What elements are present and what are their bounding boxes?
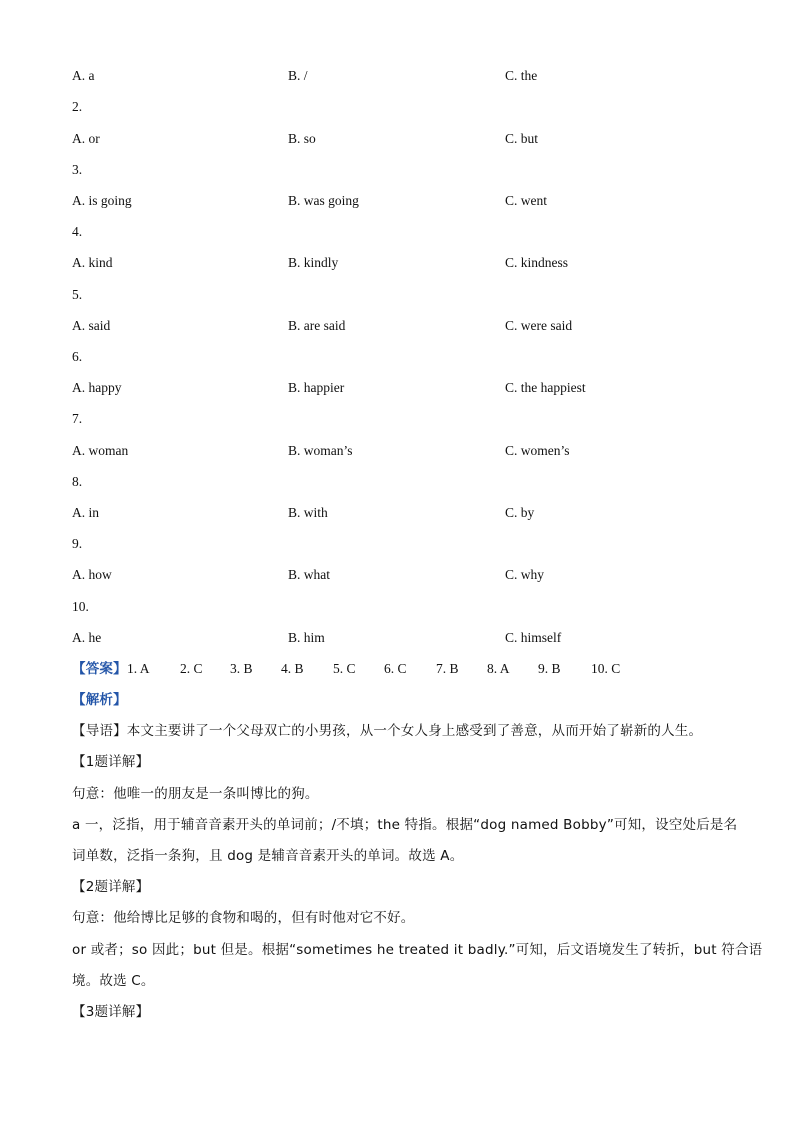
answer-item: 8. A <box>487 661 510 676</box>
intro-paragraph: 【导语】本文主要讲了一个父母双亡的小男孩，从一个女人身上感受到了善意，从而开始了崭新的人生。 <box>72 723 703 739</box>
answer-item: 4. B <box>281 661 304 676</box>
q2-number: 2. <box>72 99 83 114</box>
q6-option-a: A. happy <box>72 380 122 395</box>
q7-option-a: A. woman <box>72 443 129 458</box>
detail-1-explanation-line-1: a 一，泛指，用于辅音音素开头的单词前；/不填；the 特指。根据“dog named Bobby”可知，设空处后是名 <box>72 817 738 833</box>
q3-option-b: B. was going <box>288 193 359 208</box>
q9-option-a: A. how <box>72 567 112 582</box>
q9-option-b: B. what <box>288 567 330 582</box>
q2-option-c: C. but <box>505 131 539 146</box>
answer-item: 6. C <box>384 661 407 676</box>
q8-option-a: A. in <box>72 505 99 520</box>
q5-option-a: A. said <box>72 318 111 333</box>
answer-item: 7. B <box>436 661 459 676</box>
q1-option-b: B. / <box>288 68 308 83</box>
detail-1-meaning: 句意：他唯一的朋友是一条叫博比的狗。 <box>72 786 319 802</box>
q7-option-b: B. woman’s <box>288 443 353 458</box>
q5-option-c: C. were said <box>505 318 573 333</box>
detail-2-meaning: 句意：他给博比足够的食物和喝的，但有时他对它不好。 <box>72 910 415 926</box>
q5-number: 5. <box>72 287 83 302</box>
detail-1-explanation-line-2: 词单数，泛指一条狗，且 dog 是辅音音素开头的单词。故选 A。 <box>72 848 464 864</box>
q8-option-b: B. with <box>288 505 328 520</box>
q2-option-a: A. or <box>72 131 100 146</box>
q9-option-c: C. why <box>505 567 545 582</box>
q4-number: 4. <box>72 224 83 239</box>
q4-option-c: C. kindness <box>505 255 569 270</box>
q1-option-a: A. a <box>72 68 95 83</box>
q8-option-c: C. by <box>505 505 535 520</box>
q8-number: 8. <box>72 474 83 489</box>
q1-option-c: C. the <box>505 68 538 83</box>
detail-2-heading: 【2题详解】 <box>72 879 150 895</box>
q2-option-b: B. so <box>288 131 316 146</box>
answer-item: 9. B <box>538 661 561 676</box>
q10-number: 10. <box>72 599 89 614</box>
q6-option-b: B. happier <box>288 380 345 395</box>
detail-1-heading: 【1题详解】 <box>72 754 150 770</box>
detail-2-explanation-line-2: 境。故选 C。 <box>72 973 155 989</box>
q6-number: 6. <box>72 349 83 364</box>
q3-number: 3. <box>72 162 83 177</box>
answer-item: 5. C <box>333 661 356 676</box>
answer-item: 10. C <box>591 661 621 676</box>
q10-option-b: B. him <box>288 630 325 645</box>
q7-option-c: C. women’s <box>505 443 570 458</box>
answer-key <box>72 659 127 679</box>
q10-option-a: A. he <box>72 630 102 645</box>
detail-2-explanation-line-1: or 或者；so 因此；but 但是。根据“sometimes he treated it badly.”可知，后文语境发生了转折，but 符合语 <box>72 942 763 958</box>
q5-option-b: B. are said <box>288 318 346 333</box>
q4-option-b: B. kindly <box>288 255 339 270</box>
answer-item: 2. C <box>180 661 203 676</box>
q4-option-a: A. kind <box>72 255 113 270</box>
q9-number: 9. <box>72 536 83 551</box>
q6-option-c: C. the happiest <box>505 380 586 395</box>
q7-number: 7. <box>72 411 83 426</box>
answer-label: 【答案】 <box>72 661 127 677</box>
answer-item: 1. A <box>127 661 150 676</box>
answer-item: 3. B <box>230 661 253 676</box>
q3-option-c: C. went <box>505 193 547 208</box>
analysis-label: 【解析】 <box>72 692 127 708</box>
q10-option-c: C. himself <box>505 630 562 645</box>
q3-option-a: A. is going <box>72 193 132 208</box>
detail-3-heading: 【3题详解】 <box>72 1004 150 1020</box>
